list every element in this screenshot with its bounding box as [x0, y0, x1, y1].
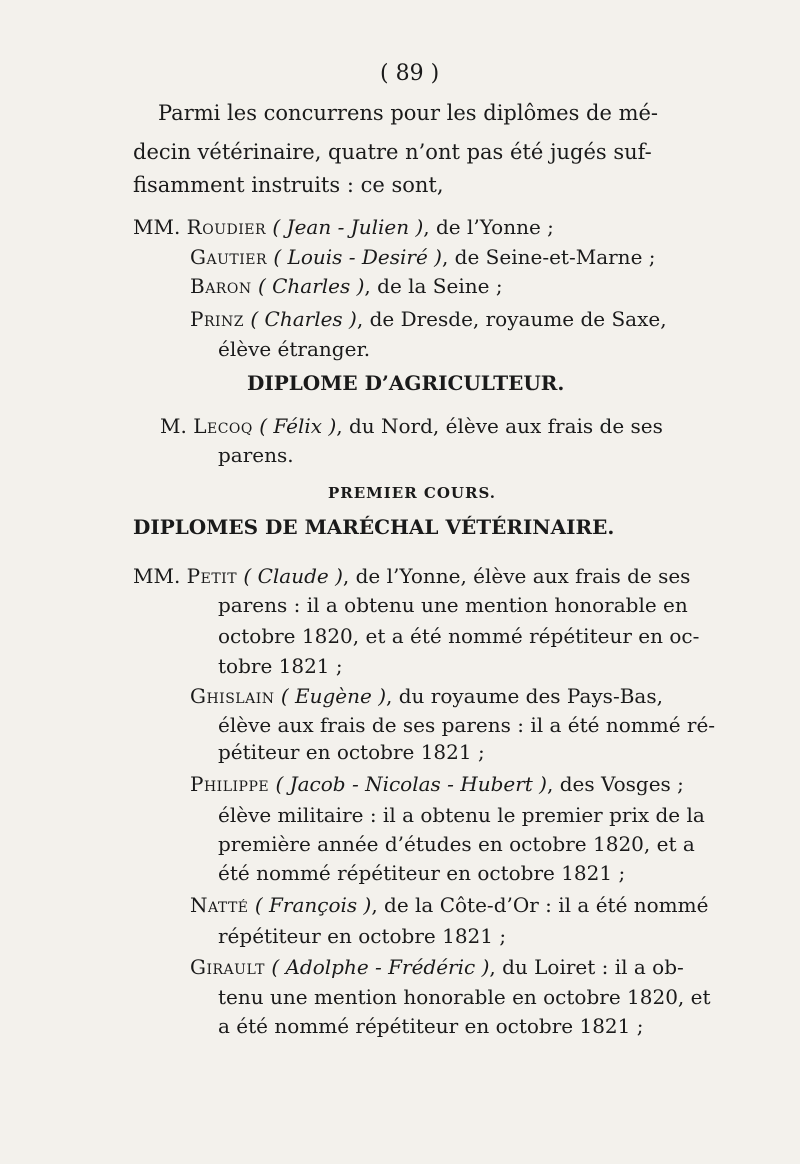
- given-name: ( Eugène ): [280, 684, 387, 708]
- heading-agriculteur: DIPLOME D’AGRICULTEUR.: [247, 371, 565, 395]
- natte-line-2: répétiteur en octobre 1821 ;: [218, 924, 507, 948]
- origin: , du Nord, élève aux frais de ses: [336, 414, 663, 438]
- surname: Petit: [186, 564, 238, 588]
- candidate-prinz: [190, 307, 667, 331]
- intro-line-2: decin vétérinaire, quatre n’ont pas été jugés suf-: [133, 140, 652, 164]
- philippe-line-3: première année d’études en octobre 1820, et a: [218, 832, 695, 856]
- origin: , de Seine-et-Marne ;: [441, 245, 656, 269]
- surname: Prinz: [190, 307, 245, 331]
- surname: Roudier: [186, 215, 267, 239]
- candidate-petit: [133, 564, 690, 588]
- intro-line-1: Parmi les concurrens pour les diplômes de mé-: [158, 101, 659, 125]
- petit-line-2: parens : il a obtenu une mention honorable en: [218, 593, 688, 617]
- description: , des Vosges ;: [547, 772, 684, 796]
- given-name: ( Claude ): [243, 564, 343, 588]
- origin: , de Dresde, royaume de Saxe,: [356, 307, 667, 331]
- candidate-roudier: [133, 215, 554, 239]
- candidate-philippe: [190, 772, 684, 796]
- given-name: ( Louis - Desiré ): [273, 245, 442, 269]
- title-prefix: M.: [160, 414, 194, 438]
- philippe-line-4: été nommé répétiteur en octobre 1821 ;: [218, 861, 626, 885]
- candidate-natte: [190, 893, 708, 917]
- surname: Natté: [190, 893, 249, 917]
- prinz-continuation: élève étranger.: [218, 337, 371, 361]
- petit-line-3: octobre 1820, et a été nommé répétiteur en oc-: [218, 624, 700, 648]
- philippe-line-2: élève militaire : il a obtenu le premier prix de la: [218, 803, 705, 827]
- given-name: ( Adolphe - Frédéric ): [271, 955, 490, 979]
- girault-line-2: tenu une mention honorable en octobre 1820, et: [218, 985, 711, 1009]
- candidate-ghislain: [190, 684, 663, 708]
- girault-line-3: a été nommé répétiteur en octobre 1821 ;: [218, 1014, 644, 1038]
- heading-premier-cours: PREMIER COURS.: [328, 484, 496, 502]
- ghislain-line-2: élève aux frais de ses parens : il a été nommé ré-: [218, 713, 716, 737]
- origin: , de l’Yonne ;: [423, 215, 554, 239]
- origin: , de la Seine ;: [364, 274, 503, 298]
- candidate-gautier: [190, 245, 656, 269]
- given-name: ( Jean - Julien ): [272, 215, 424, 239]
- surname: Gautier: [190, 245, 268, 269]
- given-name: ( Jacob - Nicolas - Hubert ): [275, 772, 547, 796]
- surname: Baron: [190, 274, 252, 298]
- heading-marechal: DIPLOMES DE MARÉCHAL VÉTÉRINAIRE.: [133, 515, 615, 539]
- description: , du royaume des Pays-Bas,: [386, 684, 663, 708]
- intro-line-3: fisamment instruits : ce sont,: [133, 173, 444, 197]
- description: , de la Côte-d’Or : il a été nommé: [371, 893, 709, 917]
- description: , du Loiret : il a ob-: [489, 955, 684, 979]
- title-prefix: MM.: [133, 215, 187, 239]
- given-name: ( Charles ): [257, 274, 365, 298]
- surname: Ghislain: [190, 684, 275, 708]
- title-prefix: MM.: [133, 564, 187, 588]
- lecoq-continuation: parens.: [218, 443, 294, 467]
- given-name: ( Félix ): [259, 414, 337, 438]
- ghislain-line-3: pétiteur en octobre 1821 ;: [218, 740, 485, 764]
- description: , de l’Yonne, élève aux frais de ses: [342, 564, 691, 588]
- surname: Girault: [190, 955, 265, 979]
- page-number: ( 89 ): [380, 61, 440, 86]
- surname: Lecoq: [193, 414, 253, 438]
- petit-line-4: tobre 1821 ;: [218, 654, 343, 678]
- given-name: ( Charles ): [250, 307, 357, 331]
- given-name: ( François ): [254, 893, 372, 917]
- surname: Philippe: [190, 772, 270, 796]
- candidate-girault: [190, 955, 684, 979]
- candidate-lecoq: [160, 414, 663, 438]
- candidate-baron: [190, 274, 503, 298]
